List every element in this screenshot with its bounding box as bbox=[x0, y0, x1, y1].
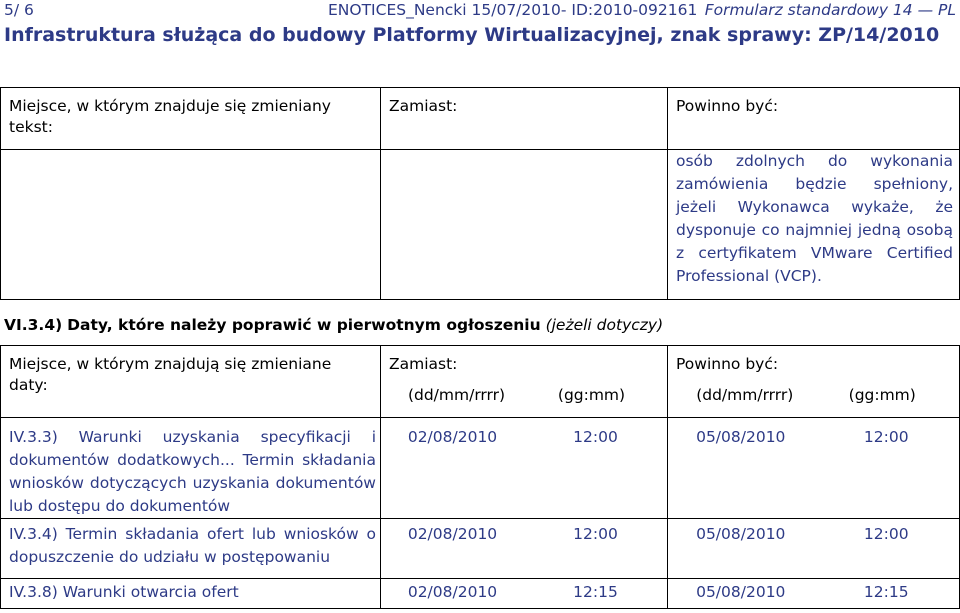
should-be-cell bbox=[668, 150, 960, 300]
old-time: 12:00 bbox=[573, 428, 618, 446]
row-old-cell bbox=[381, 519, 668, 579]
instead-date-format: (dd/mm/rrrr) bbox=[407, 386, 506, 404]
instead-cell bbox=[381, 150, 668, 300]
new-date: 05/08/2010 bbox=[696, 525, 786, 543]
table-row bbox=[1, 579, 960, 609]
location-header: Miejsce, w którym znajduje się zmieniany tekst: bbox=[1, 88, 381, 150]
document-id: ENOTICES_Nencki 15/07/2010- ID:2010-092161 bbox=[328, 1, 698, 19]
new-time: 12:15 bbox=[863, 583, 909, 601]
old-time: 12:15 bbox=[573, 583, 618, 601]
old-time: 12:00 bbox=[573, 525, 618, 543]
dates-instead-header bbox=[381, 346, 668, 418]
new-date: 05/08/2010 bbox=[696, 583, 786, 601]
new-time: 12:00 bbox=[863, 525, 909, 543]
row-new-cell bbox=[668, 519, 960, 579]
dates-table bbox=[0, 345, 960, 609]
new-date: 05/08/2010 bbox=[696, 428, 786, 446]
row-label-cell: IV.3.4) Termin składania ofert lub wniosków o dopuszczenie do udziału w postępowaniu bbox=[1, 519, 381, 579]
location-cell bbox=[1, 150, 381, 300]
row-old-cell bbox=[381, 418, 668, 519]
table-row bbox=[1, 519, 960, 579]
instead-header: Zamiast: bbox=[381, 88, 668, 150]
section-number: VI.3.4) bbox=[4, 316, 63, 334]
dates-instead-title: Zamiast: bbox=[389, 355, 458, 373]
table-row bbox=[1, 418, 960, 519]
dates-instead-subheads bbox=[389, 385, 659, 405]
dates-should-be-header bbox=[668, 346, 960, 418]
old-date: 02/08/2010 bbox=[407, 583, 498, 601]
dates-should-be-title: Powinno być: bbox=[676, 355, 779, 373]
row-label-cell: IV.3.3) Warunki uzyskania specyfikacji i dokumentów dodatkowych... Termin składania wniosków dotyczących uzyskania dokumentów lub dostępu do dokumentów bbox=[1, 418, 381, 519]
page-number: 5/ 6 bbox=[4, 1, 34, 19]
should-be-time-format: (gg:mm) bbox=[848, 386, 916, 404]
dates-location-header: Miejsce, w którym znajdują się zmieniane daty: bbox=[1, 346, 381, 418]
page-header bbox=[4, 0, 956, 20]
section-note: (jeżeli dotyczy) bbox=[545, 316, 664, 334]
section-title: Daty, które należy poprawić w pierwotnym ogłoszeniu bbox=[67, 316, 541, 334]
old-date: 02/08/2010 bbox=[407, 525, 498, 543]
changed-text-table bbox=[0, 87, 960, 300]
dates-should-be-subheads bbox=[676, 385, 951, 405]
should-be-header: Powinno być: bbox=[668, 88, 960, 150]
row-old-cell bbox=[381, 579, 668, 609]
new-time: 12:00 bbox=[863, 428, 909, 446]
row-label-cell: IV.3.8) Warunki otwarcia ofert bbox=[1, 579, 381, 609]
document-title: Infrastruktura służąca do budowy Platformy Wirtualizacyjnej, znak sprawy: ZP/14/2010 bbox=[4, 24, 940, 46]
form-name: Formularz standardowy 14 — PL bbox=[704, 1, 956, 19]
row-new-cell bbox=[668, 418, 960, 519]
should-be-text: osób zdolnych do wykonania zamówienia będzie spełniony, jeżeli Wykonawca wykaże, że dysponuje co najmniej jedną osobą z certyfikatem VMware Certified Professional (VCP). bbox=[676, 152, 953, 285]
should-be-date-format: (dd/mm/rrrr) bbox=[696, 386, 794, 404]
section-heading bbox=[4, 315, 663, 335]
old-date: 02/08/2010 bbox=[407, 428, 498, 446]
instead-time-format: (gg:mm) bbox=[557, 386, 626, 404]
row-new-cell bbox=[668, 579, 960, 609]
